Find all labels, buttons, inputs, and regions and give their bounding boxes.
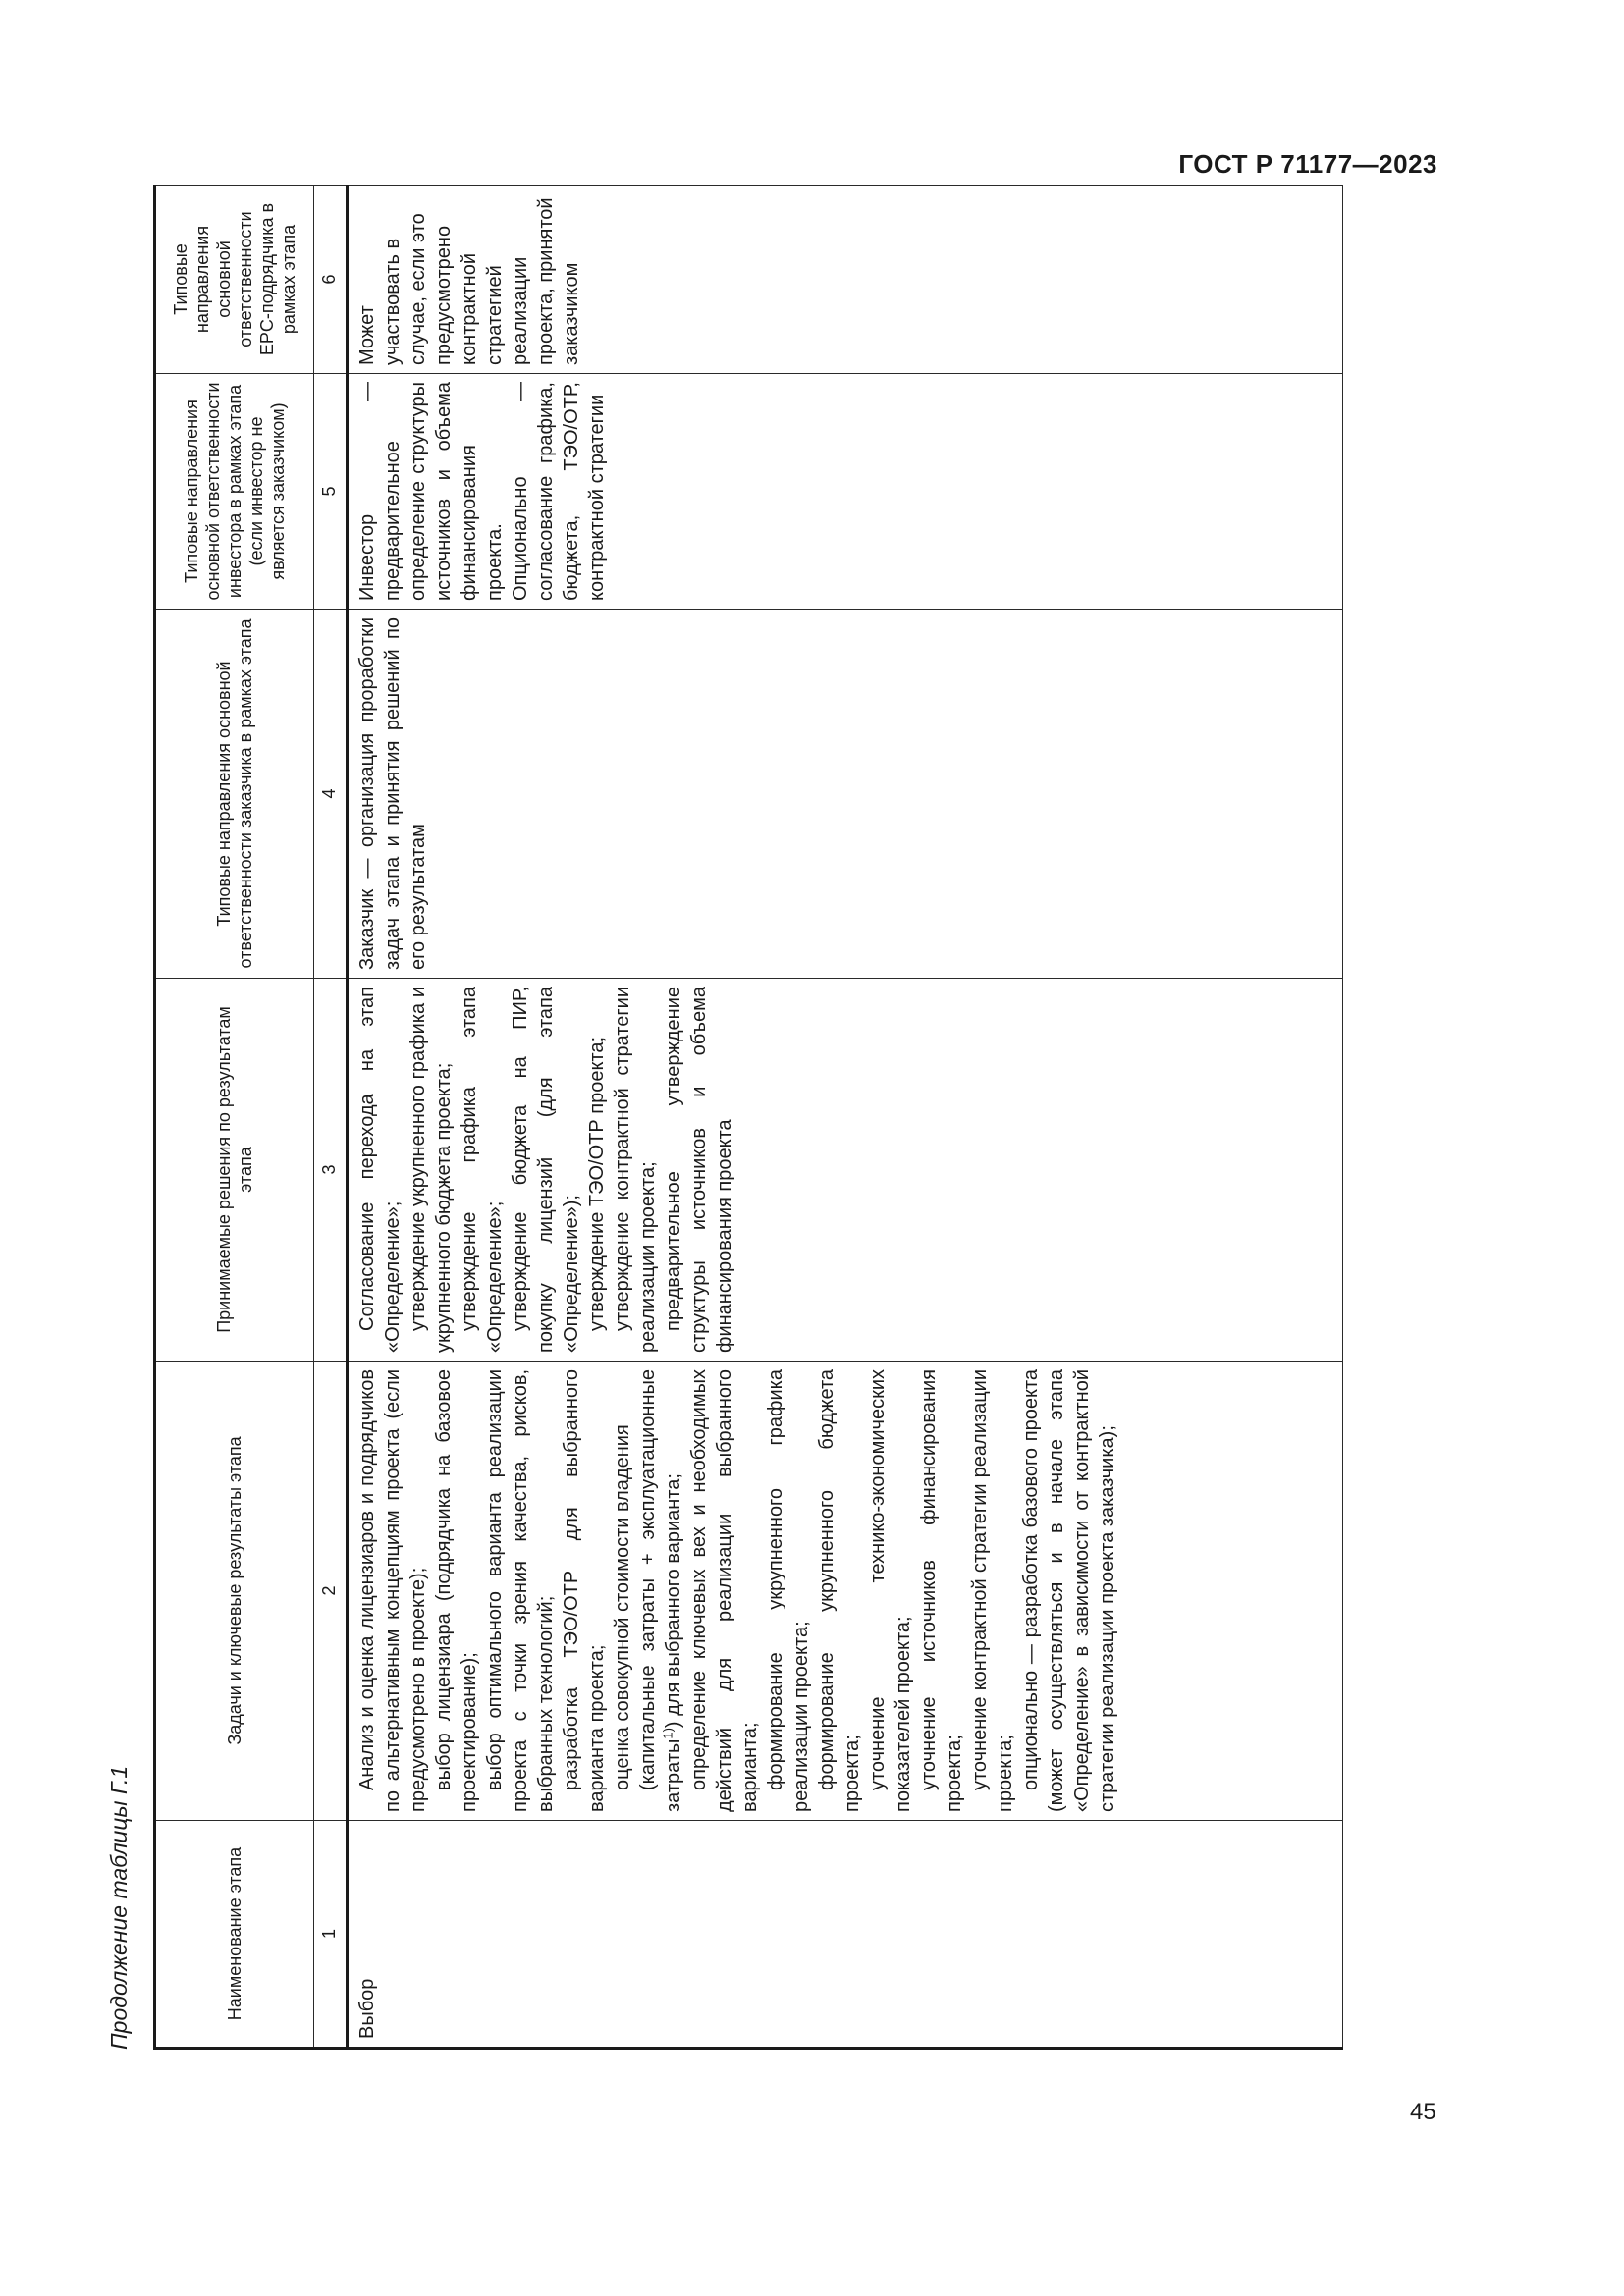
- tasks-cell: [348, 1362, 1343, 1821]
- column-number: 1: [314, 1821, 348, 2049]
- task-item: уточнение источников финансирования проекта;: [918, 1369, 965, 1812]
- task-item: уточнение технико-экономических показателей проекта;: [867, 1369, 914, 1812]
- table-header-row: [155, 186, 314, 2049]
- customer-cell: [348, 610, 1343, 979]
- task-item: опционально — разработка базового проекта (может осуществляться и в начале этапа «Определение» в зависимости от контрактной стратегии реализации проекта заказчика);: [1020, 1369, 1118, 1812]
- decisions-cell: [348, 979, 1343, 1362]
- column-number: 2: [314, 1362, 348, 1821]
- stage-name: Выбор: [356, 1978, 378, 2039]
- investor-responsibility: Опционально — согласование графика, бюджета, ТЭО/ОТР, контрактной стратегии: [510, 382, 608, 601]
- investor-responsibility: Инвестор — предварительное определение структуры источников и объема финансирования проекта.: [356, 382, 506, 601]
- task-item: формирование укрупненного бюджета проекта;: [816, 1369, 863, 1812]
- decision-item: утверждение контрактной стратегии реализации проекта;: [612, 987, 659, 1353]
- standard-header: ГОСТ Р 71177—2023: [1178, 149, 1437, 179]
- header-epc: Типовые направления основной ответственности EPC-подрядчика в рамках этапа: [155, 186, 314, 374]
- decision-item: утверждение бюджета на ПИР, покупку лицензий (для этапа «Определение»);: [510, 987, 582, 1353]
- header-investor: Типовые направления основной ответственности инвестора в рамках этапа (если инвестор не является заказчиком): [155, 374, 314, 610]
- header-customer: Типовые направления основной ответственности заказчика в рамках этапа: [155, 610, 314, 979]
- task-item: оценка совокупной стоимости владения: [612, 1424, 633, 1790]
- task-item-text: ) для выбранного варианта;: [663, 1473, 684, 1729]
- decision-item: предварительное утверждение структуры источников и объема финансирования проекта: [663, 987, 735, 1353]
- decision-item: Согласование перехода на этап «Определение»;: [356, 987, 404, 1353]
- task-item: Анализ и оценка лицензиаров и подрядчиков по альтернативным концепциям проекта (если предусмотрено в проекте);: [356, 1369, 429, 1812]
- table-area: [106, 187, 1434, 2050]
- rotated-table-container: [106, 187, 1434, 2050]
- epc-cell: [348, 186, 1343, 374]
- customer-responsibility: Заказчик — организация проработки задач этапа и принятия решений по его результатам: [356, 617, 429, 970]
- stage-name-cell: [348, 1821, 1343, 2049]
- stages-table: [153, 185, 1343, 2050]
- task-item-text: (капитальные затраты + эксплуатационные затраты: [637, 1369, 684, 1812]
- column-number: 3: [314, 979, 348, 1362]
- table-row: [348, 186, 1343, 2049]
- task-item: определение ключевых вех и необходимых действий для реализации выбранного варианта;: [688, 1369, 761, 1812]
- task-item: формирование укрупненного графика реализации проекта;: [765, 1369, 812, 1812]
- table-caption: Продолжение таблицы Г.1: [106, 1765, 132, 2050]
- column-number: 5: [314, 374, 348, 610]
- task-item: уточнение контрактной стратегии реализации проекта;: [969, 1369, 1016, 1812]
- header-stage-name: Наименование этапа: [155, 1821, 314, 2049]
- epc-responsibility: Может участвовать в случае, если это предусмотрено контрактной стратегией реализации проекта, принятой заказчиком: [356, 197, 582, 365]
- task-item: выбор оптимального варианта реализации проекта с точки зрения качества, рисков, выбранных технологий;: [484, 1369, 557, 1812]
- task-item: выбор лицензиара (подрядчика на базовое проектирование);: [433, 1369, 480, 1812]
- decision-item: утверждение ТЭО/ОТР проекта;: [586, 1036, 608, 1331]
- task-item: разработка ТЭО/ОТР для выбранного варианта проекта;: [561, 1369, 608, 1812]
- column-number: 4: [314, 610, 348, 979]
- task-item: [635, 1369, 686, 1812]
- column-number: 6: [314, 186, 348, 374]
- investor-cell: [348, 374, 1343, 610]
- header-tasks: Задачи и ключевые результаты этапа: [155, 1362, 314, 1821]
- footnote-mark: 1): [660, 1728, 676, 1739]
- header-decisions: Принимаемые решения по результатам этапа: [155, 979, 314, 1362]
- page-number: 45: [1410, 2099, 1436, 2125]
- decision-item: утверждение укрупненного графика и укрупненного бюджета проекта;: [407, 987, 455, 1353]
- column-number-row: [314, 186, 348, 2049]
- decision-item: утверждение графика этапа «Определение»;: [459, 987, 506, 1353]
